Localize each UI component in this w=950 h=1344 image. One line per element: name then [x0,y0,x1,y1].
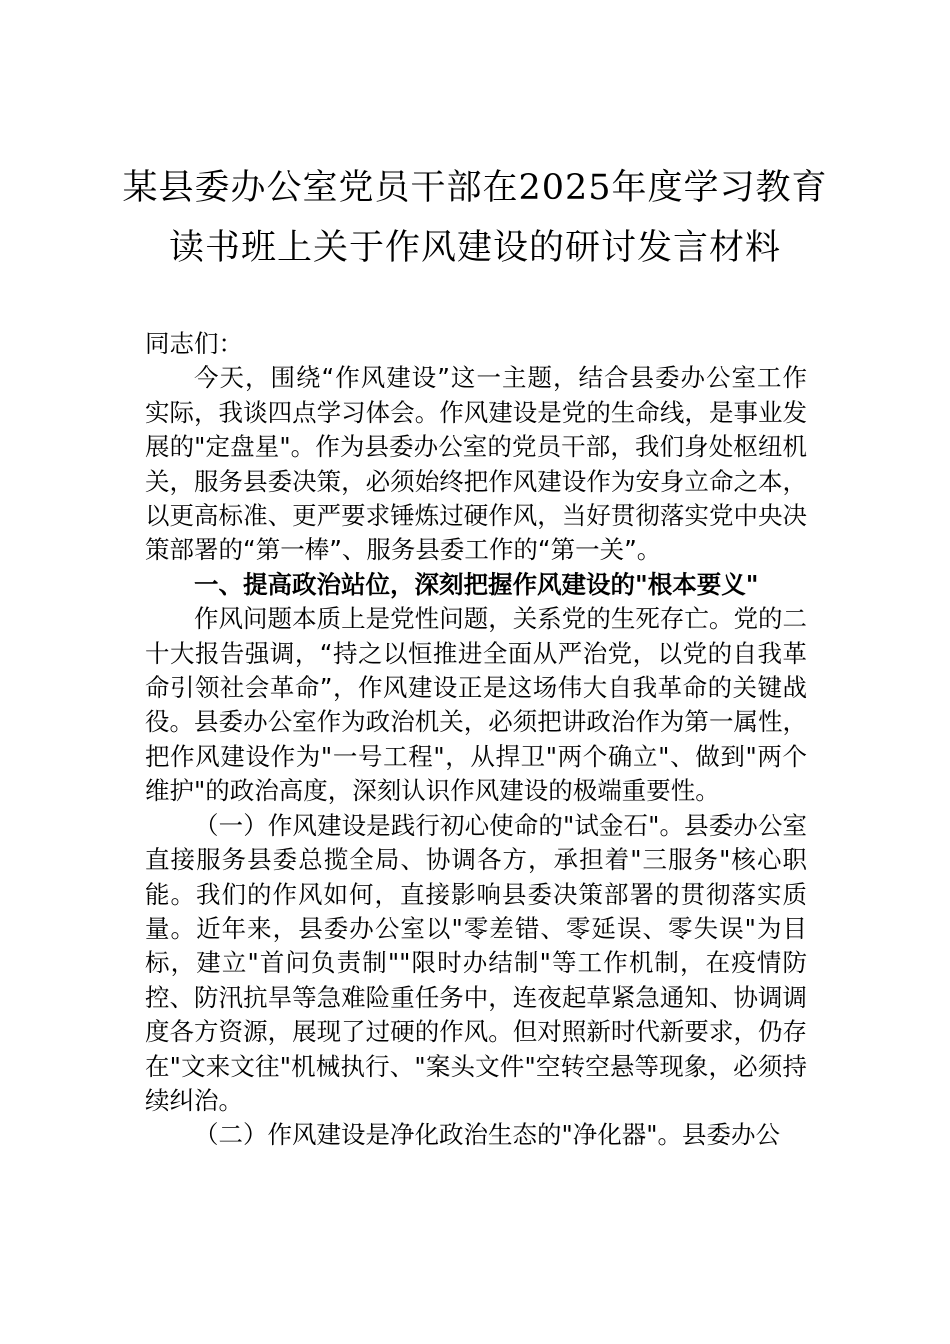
subsection-2-paragraph: （二）作风建设是净化政治生态的"净化器"。县委办公 [194,1120,781,1150]
salutation: 同志们： [145,329,243,358]
document-body [145,327,807,1153]
subsection-1-paragraph: （一）作风建设是践行初心使命的"试金石"。县委办公室直接服务县委总揽全局、协调各方，承担着"三服务"核心职能。我们的作风如何，直接影响县委决策部署的贯彻落实质量。近年来，县委办公室以"零差错、零延误、零失误"为目标，建立"首问负责制""限时办结制"等工作机制，在疫情防控、防汛抗旱等急难险重任务中，连夜起草紧急通知、协调调度各方资源，展现了过硬的作风。但对照新时代新要求，仍存在"文来文往"机械执行、"案头文件"空转空悬等现象，必须持续纠治。 [145,810,807,1115]
section-heading-1: 一、提高政治站位，深刻把握作风建设的"根本要义" [194,569,759,599]
section-1-paragraph: 作风问题本质上是党性问题，关系党的生死存亡。党的二十大报告强调，“持之以恒推进全面从严治党，以党的自我革命引领社会革命”，作风建设正是这场伟大自我革命的关键战役。县委办公室作为政治机关，必须把讲政治作为第一属性，把作风建设作为"一号工程"，从捍卫"两个确立"、做到"两个维护"的政治高度，深刻认识作风建设的极端重要性。 [145,604,807,806]
document-title: 某县委办公室党员干部在2025年度学习教育读书班上关于作风建设的研讨发言材料 [122,168,828,268]
intro-paragraph: 今天，围绕“作风建设”这一主题，结合县委办公室工作实际，我谈四点学习体会。作风建设是党的生命线，是事业发展的"定盘星"。作为县委办公室的党员干部，我们身处枢纽机关，服务县委决策，必须始终把作风建设作为安身立命之本，以更高标准、更严要求锤炼过硬作风，当好贯彻落实党中央决策部署的“第一棒”、服务县委工作的“第一关”。 [145,363,807,565]
